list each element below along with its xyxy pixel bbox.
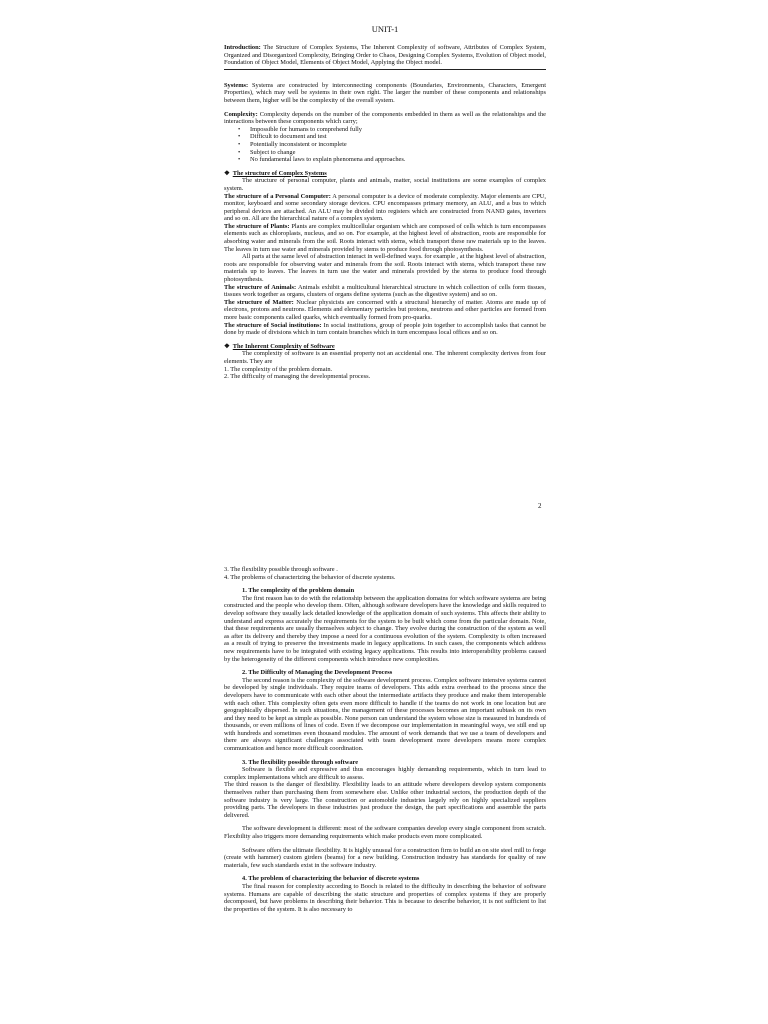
divider [224, 69, 546, 70]
section-4-heading: 4. The problem of characterizing the behavior of discrete systems [242, 875, 420, 883]
animals-paragraph: The structure of Animals: Animals exhibit a multicultural hierarchical structure in which collection of cells form tissues, tissues work together as organs, clusters of organs define systems (such as the digestive system) and so on. [224, 283, 546, 299]
diamond-bullet-icon: ❖ [224, 342, 230, 350]
list-item: 3. The flexibility possible through software . [224, 566, 338, 573]
pc-paragraph: The structure of a Personal Computer: A personal computer is a device of moderate complexity. Major elements are CPU, monitor, keyboard and some secondary storage devices. CPU encompasses primary memory, an ALU, and a bus to which peripheral devices are attached. An ALU may be divided into registers which are constructed from NAND gates, inverters and so on. All are the hierarchical nature of a complex system. [224, 192, 546, 223]
page-1 [224, 24, 546, 381]
introduction-text: The Structure of Complex Systems, The Inherent Complexity of software, Attributes of Complex System, Organized and Disorganized Complexity, Bringing Order to Chaos, Designing Complex Systems, Evolution of Object model, Foundation of Object Model, Elements of Object Model, Applying the Object model. [224, 44, 546, 67]
section-3-paragraph-1: Software is flexible and expressive and thus encourages highly demanding requirements, which in turn lead to complex implementations which are difficult to assess. [224, 766, 546, 781]
list-item: 2. The difficulty of managing the developmental process. [224, 373, 371, 381]
plants-paragraph-2: All parts at the same level of abstraction interact in well-defined ways. for example , at the highest level of abstraction, roots are responsible for observing water and minerals from the soil. Roots interact with stems, which transport these raw materials up to leaves. The leaves in turn use the water and minerals provided by the stems to produce food through photosynthesis. [224, 253, 546, 284]
matter-paragraph: The structure of Matter: Nuclear physicists are concerned with a structural hierarchy of matter. Atoms are made up of electrons, protons and neutrons. Elements and elementary particles but protons, neutrons and other particles are formed from more basic components called quarks, which eventually formed from pro-quarks. [224, 298, 546, 321]
section-3-paragraph-2: The third reason is the danger of flexibility. Flexibility leads to an attitude where developers develop system components themselves rather than purchasing them from somewhere else. Unlike other industrial sectors, the production depth of the software industry is very large. The construction or automobile industries largely rely on highly specialized suppliers providing parts. The developers in these industries just produce the design, the part specifications and assemble the parts delivered. [224, 781, 546, 819]
introduction-label: Introduction: [224, 44, 261, 51]
section-3-heading: 3. The flexibility possible through software [242, 758, 359, 766]
social-paragraph: The structure of Social institutions: In social institutions, group of people join together to accomplish tasks that cannot be done by made of divisions which in turn contain branches which in turn encompass local offices and so on. [224, 321, 547, 337]
introduction-paragraph [224, 44, 546, 67]
systems-text: Systems are constructed by interconnecting components (Boundaries, Environments, Characters, Emergent Properties), which may well be systems in their own right. The larger the number of these components and relationships between them, higher will be the complexity of the overall system. [224, 81, 546, 104]
page-2 [224, 566, 546, 913]
structure-heading: ❖ The structure of Complex Systems [224, 169, 327, 177]
section-1-paragraph: The first reason has to do with the relationship between the application domains for which software systems are being constructed and the people who develop them. Often, although software developers have the knowledge and skills required to develop software they usually lack detailed knowledge of the application domain of such systems. This affects their ability to understand and express accurately the requirements for the system to be built which come from the particular domain. Note, that these requirements are usually themselves subject to change. They evolve during the construction of the system as well as after its delivery and thereby they impose a need for a continuous evolution of the system. Complexity is often increased as a result of trying to preserve the investments made in legacy applications. In such cases, the components which address new requirements have to be integrated with existing legacy applications. This results into interoperability problems caused by the heterogeneity of the different components which introduce new complexities. [224, 594, 546, 663]
section-4-paragraph: The final reason for complexity according to Booch is related to the difficulty in describing the behavior of software systems. Humans are capable of describing the static structure and properties of complex systems if they are properly decomposed, but have problems in describing their behavior. This is because to describe behavior, it is not sufficient to list the properties of the system. It is also necessary to [224, 882, 546, 913]
section-2-heading: 2. The Difficulty of Managing the Development Process [242, 669, 393, 677]
section-3-paragraph-3: The software development is different: most of the software companies develop every single component from scratch. Flexibility also triggers more demanding requirements which make products even more complicated. [224, 825, 546, 840]
list-item: • Impossible for humans to comprehend fully [238, 126, 546, 134]
page-number: 2 [538, 502, 542, 510]
systems-label: Systems: [224, 81, 249, 89]
list-item: 4. The problems of characterizing the behavior of discrete systems. [224, 573, 396, 581]
section-2-paragraph: The second reason is the complexity of the software development process. Complex software intensive systems cannot be developed by single individuals. They require teams of developers. This adds extra overhead to the process since the developers have to communicate with each other about the intermediate artifacts they produce and make them interoperable with each other. This complexity often gets even more difficult to handle if the teams do not work in one location but are geographically dispersed. In such situations, the management of these processes becomes an important subtask on its own and they need to be kept as simple as possible. None person can understand the system whose size is measured in hundreds of thousands, or even millions of lines of code. Even if we decompose our implementation in meaningful ways, we still end up with hundreds and sometimes even thousand modules. The amount of work demands that we use a team of developers and there are always significant challenges associated with team development more developers means more complex communication and hence more difficult coordination. [224, 676, 546, 753]
section-3-paragraph-4: Software offers the ultimate flexibility. It is highly unusual for a construction firm to build an on site steel mill to forge (create with hammer) custom girders (beams) for a new building. Construction industry has standards for quality of raw materials, few such standards exist in the software industry. [224, 846, 546, 869]
complexity-label: Complexity: [224, 110, 258, 118]
systems-paragraph [224, 82, 546, 105]
inherent-heading: ❖ The Inherent Complexity of Software [224, 342, 335, 350]
complexity-paragraph [224, 111, 546, 126]
complexity-bullet-list [224, 126, 546, 164]
diamond-bullet-icon: ❖ [224, 169, 230, 177]
list-item: • Potentially inconsistent or incomplete [238, 141, 546, 149]
list-item: • Subject to change [238, 149, 546, 157]
unit-title: UNIT-1 [371, 24, 399, 34]
list-item: • No fundamental laws to explain phenomena and approaches. [238, 156, 546, 164]
complexity-text: Complexity depends on the number of the components embedded in them as well as the relationships and the interactions between these components which carry; [224, 110, 546, 126]
list-item: • Difficult to document and test [238, 133, 546, 141]
list-item: 1. The complexity of the problem domain. [224, 365, 333, 373]
inherent-paragraph: The complexity of software is an essential property not an accidental one. The inherent complexity derives from four elements. They are [224, 350, 546, 365]
plants-paragraph: The structure of Plants: Plants are complex multicellular organism which are composed of cells which is turn encompasses elements such as chloroplasts, nucleus, and so on. For example, at the highest level of abstraction, roots are responsible for absorbing water and minerals from the soil. Roots interact with stems, which transport these raw materials up to the leaves. The leaves in turn use water and minerals provided by stems to produce food through photosynthesis. [224, 222, 546, 253]
structure-intro: The structure of personal computer, plants and animals, matter, social institutions are some examples of complex system. [224, 177, 546, 192]
section-1-heading: 1. The complexity of the problem domain [242, 587, 355, 595]
